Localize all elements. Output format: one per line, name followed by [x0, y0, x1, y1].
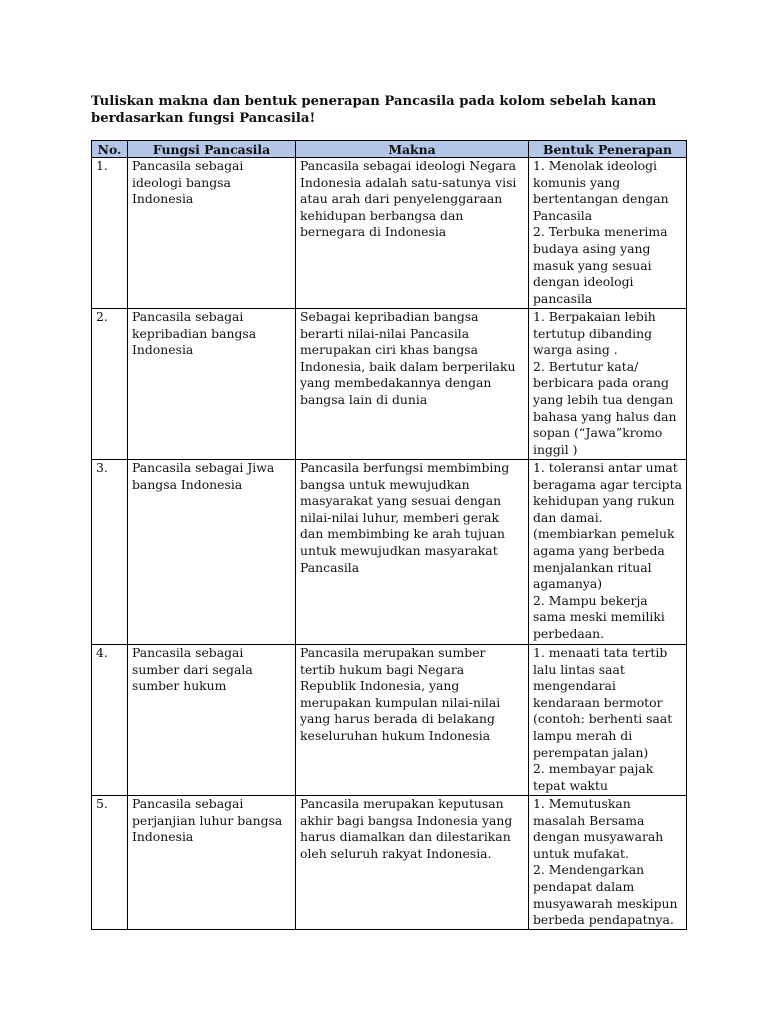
makna-cell: Pancasila sebagai ideologi Negara Indonesia adalah satu-satunya visi atau arah dari penyelenggaraan kehidupan berbangsa dan bernegara di Indonesia: [296, 158, 529, 309]
fungsi-cell: Pancasila sebagai ideologi bangsa Indonesia: [128, 158, 296, 309]
table-row: [92, 309, 687, 460]
penerapan-item: 1. Menolak ideologi komunis yang bertentangan dengan Pancasila: [533, 158, 669, 223]
penerapan-item: 2. Terbuka menerima budaya asing yang masuk yang sesuai dengan ideologi pancasila: [533, 224, 668, 306]
penerapan-cell: [529, 645, 687, 796]
penerapan-item: 1. Memutuskan masalah Bersama dengan musyawarah untuk mufakat.: [533, 796, 664, 861]
penerapan-item: 1. menaati tata tertib lalu lintas saat mengendarai kendaraan bermotor (contoh: berhenti saat lampu merah di perempatan jalan): [533, 645, 673, 760]
row-number: 3.: [92, 460, 128, 645]
row-number: 5.: [92, 796, 128, 930]
table-header-row: [92, 141, 687, 158]
header-fungsi: Fungsi Pancasila: [128, 141, 296, 158]
table-row: [92, 796, 687, 930]
penerapan-cell: [529, 158, 687, 309]
fungsi-cell: Pancasila sebagai kepribadian bangsa Indonesia: [128, 309, 296, 460]
fungsi-cell: Pancasila sebagai perjanjian luhur bangsa Indonesia: [128, 796, 296, 930]
penerapan-item: (membiarkan pemeluk agama yang berbeda menjalankan ritual agamanya): [533, 526, 675, 592]
fungsi-cell: Pancasila sebagai Jiwa bangsa Indonesia: [128, 460, 296, 645]
makna-cell: Pancasila berfungsi membimbing bangsa untuk mewujudkan masyarakat yang sesuai dengan nilai-nilai luhur, memberi gerak dan membimbing ke arah tujuan untuk mewujudkan masyarakat Pancasila: [296, 460, 529, 645]
makna-cell: Pancasila merupakan sumber tertib hukum bagi Negara Republik Indonesia, yang merupakan kumpulan nilai-nilai yang harus berada di belakang keseluruhan hukum Indonesia: [296, 645, 529, 796]
header-penerapan: Bentuk Penerapan: [529, 141, 687, 158]
penerapan-item: 2. membayar pajak tepat waktu: [533, 761, 654, 793]
makna-cell: Sebagai kepribadian bangsa berarti nilai-nilai Pancasila merupakan ciri khas bangsa Indonesia, baik dalam berperilaku yang membedakannya dengan bangsa lain di dunia: [296, 309, 529, 460]
table-row: [92, 460, 687, 645]
header-makna: Makna: [296, 141, 529, 158]
penerapan-cell: [529, 796, 687, 930]
penerapan-cell: [529, 309, 687, 460]
penerapan-item: 2. Mampu bekerja sama meski memiliki perbedaan.: [533, 592, 665, 641]
table-row: [92, 645, 687, 796]
instruction-text: Tuliskan makna dan bentuk penerapan Pancasila pada kolom sebelah kanan berdasarkan fungsi Pancasila!: [91, 94, 657, 126]
header-no: No.: [92, 141, 128, 158]
penerapan-item: 2. Bertutur kata/ berbicara pada orang yang lebih tua dengan bahasa yang halus dan sopan (“Jawa”kromo inggil ): [533, 358, 677, 457]
row-number: 1.: [92, 158, 128, 309]
table-row: [92, 158, 687, 309]
fungsi-cell: Pancasila sebagai sumber dari segala sumber hukum: [128, 645, 296, 796]
pancasila-table: [91, 140, 687, 930]
row-number: 2.: [92, 309, 128, 460]
penerapan-item: 1. toleransi antar umat beragama agar tercipta kehidupan yang rukun dan damai.: [533, 460, 682, 525]
penerapan-cell: [529, 460, 687, 645]
penerapan-item: 2. Mendengarkan pendapat dalam musyawarah meskipun berbeda pendapatnya.: [533, 862, 678, 928]
row-number: 4.: [92, 645, 128, 796]
penerapan-item: 1. Berpakaian lebih tertutup dibanding warga asing .: [533, 309, 656, 358]
makna-cell: Pancasila merupakan keputusan akhir bagi bangsa Indonesia yang harus diamalkan dan dilestarikan oleh seluruh rakyat Indonesia.: [296, 796, 529, 930]
